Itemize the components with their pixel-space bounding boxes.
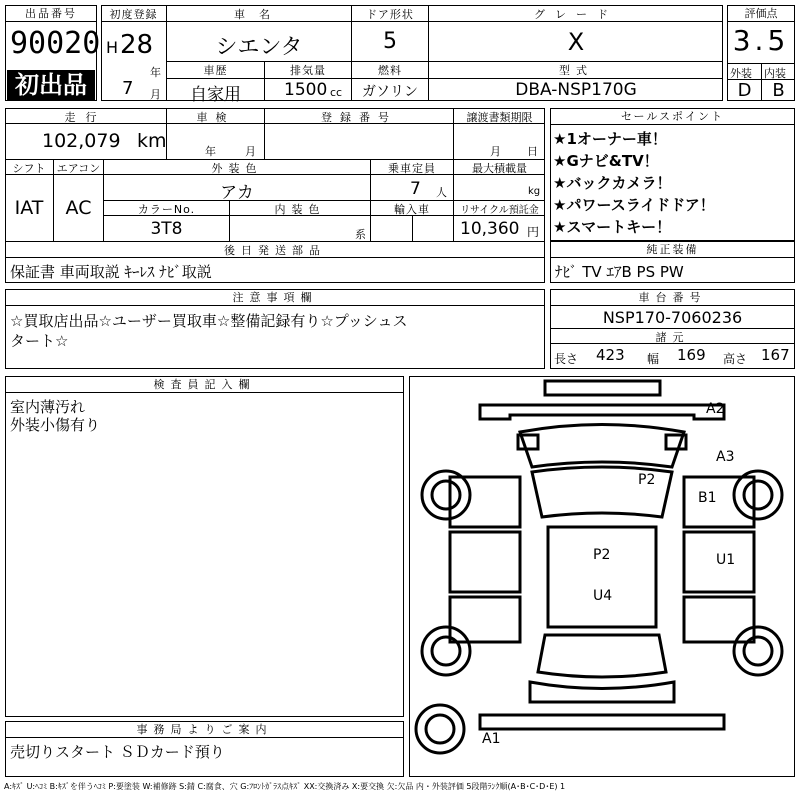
capacity-unit: 人 xyxy=(436,186,447,199)
score-box xyxy=(727,5,795,101)
chassis-value: NSP170-7060236 xyxy=(602,308,743,327)
chassis-box xyxy=(550,289,795,369)
capacity-value: 7 xyxy=(410,179,421,199)
ext-color-value: アカ xyxy=(220,183,254,203)
car-outline xyxy=(410,377,794,776)
legend-text: A:ｷｽﾞ U:ﾍｺﾐ B:ｷｽﾞを伴うﾍｺﾐ P:要塗装 W:補修跡 S:錆 C:腐食、穴 G:ﾌﾛﾝﾄｶﾞﾗｽ点ｷｽﾞ XX:交換済み X:要交換 欠:欠品 内・外装評価 5段階ﾗﾝｸ順(A･B･C･D･E) 1 xyxy=(4,782,566,791)
notes-line-1: ☆買取店出品☆ユーザー買取車☆整備記録有り☆プッシュス xyxy=(10,312,408,330)
door-value: 5 xyxy=(383,29,397,54)
office-label: 事務局よりご案内 xyxy=(6,722,403,738)
width-value: 169 xyxy=(677,346,706,364)
transfer-month-unit: 月 xyxy=(490,145,501,158)
max-load-label: 最大積載量 xyxy=(472,162,527,175)
sales-point-item: ★スマートキー！ xyxy=(553,218,672,236)
recycle-label: リサイクル預託金 xyxy=(460,205,539,216)
displacement-unit: cc xyxy=(330,86,343,99)
first-reg-year: 28 xyxy=(120,30,154,60)
car-name-value: シエンタ xyxy=(215,35,303,60)
first-reg-month-unit: 月 xyxy=(150,88,161,101)
lot-box xyxy=(5,5,101,101)
damage-diagram xyxy=(409,376,795,777)
height-label: 高さ xyxy=(723,352,748,366)
height-value: 167 xyxy=(761,346,790,364)
history-value: 自家用 xyxy=(190,85,241,105)
lot-number: 90020 xyxy=(10,26,101,61)
door-label: ドア形状 xyxy=(366,8,414,21)
first-reg-month: 7 xyxy=(122,78,134,99)
displacement-label: 排気量 xyxy=(290,64,326,77)
fuel-value: ガソリン xyxy=(362,84,418,100)
equipment-value: ﾅﾋﾞ TV ｴｱB PS PW xyxy=(555,263,684,281)
transfer-day-unit: 日 xyxy=(527,145,538,158)
office-box xyxy=(5,721,404,777)
damage-mark: A3 xyxy=(716,449,735,465)
inspector-box xyxy=(5,376,404,717)
exterior-label: 外装 xyxy=(730,67,752,80)
equipment-box xyxy=(550,241,795,283)
length-label: 長さ xyxy=(554,352,579,366)
grade-value: X xyxy=(567,28,585,56)
exterior-score: D xyxy=(737,80,752,101)
displacement-value: 1500 xyxy=(284,80,328,100)
score-label: 評価点 xyxy=(728,6,794,22)
sales-points-box xyxy=(550,108,795,241)
ext-color-label: 外装色 xyxy=(211,162,263,175)
sales-points-label: セールスポイント xyxy=(551,109,794,125)
damage-mark: A2 xyxy=(706,401,725,417)
shift-label: シフト xyxy=(12,162,46,175)
sales-point-item: ★1オーナー車！ xyxy=(553,130,667,148)
inspector-label: 検査員記入欄 xyxy=(6,377,403,393)
width-label: 幅 xyxy=(647,352,660,366)
inspection-label: 車検 xyxy=(196,111,235,124)
car-name-label: 車名 xyxy=(234,8,284,21)
inspector-line-1: 室内薄汚れ xyxy=(10,398,86,416)
transfer-label: 譲渡書類期限 xyxy=(466,111,533,124)
inspection-year-unit: 年 xyxy=(205,145,216,158)
sales-point-item: ★Gナビ&TV！ xyxy=(553,152,659,170)
sales-point-item: ★パワースライドドア！ xyxy=(553,196,715,214)
max-load-unit: kg xyxy=(528,186,541,197)
recycle-unit: 円 xyxy=(527,225,540,239)
equipment-label: 純正装備 xyxy=(551,242,794,258)
office-value: 売切りスタート ＳＤカード預り xyxy=(10,743,225,761)
damage-mark: B1 xyxy=(698,490,717,506)
import-label: 輸入車 xyxy=(394,203,430,216)
history-label: 車歴 xyxy=(203,64,228,77)
reg-no-label: 登録番号 xyxy=(321,111,397,124)
damage-mark: U4 xyxy=(593,588,613,604)
later-parts-value: 保証書 車両取説 ｷｰﾚｽ ﾅﾋﾞ取説 xyxy=(10,263,212,281)
shift-value: IAT xyxy=(14,197,44,219)
aircon-label: エアコン xyxy=(56,162,101,175)
mileage-value: 102,079 xyxy=(42,130,121,152)
chassis-label: 車台番号 xyxy=(551,290,794,306)
length-value: 423 xyxy=(596,346,625,364)
damage-mark: U1 xyxy=(716,552,736,568)
model-value: DBA-NSP170G xyxy=(515,80,637,100)
int-color-unit: 系 xyxy=(355,228,366,241)
inspector-line-2: 外装小傷有り xyxy=(10,416,101,434)
damage-mark: A1 xyxy=(482,731,501,747)
damage-mark: P2 xyxy=(638,472,656,488)
first-reg-era: H xyxy=(106,38,119,57)
inspection-month-unit: 月 xyxy=(245,145,256,158)
aircon-value: AC xyxy=(65,197,92,219)
lot-label: 出品番号 xyxy=(6,6,96,22)
interior-label: 内装 xyxy=(764,67,786,80)
color-no-label: カラーNo. xyxy=(137,203,196,216)
notes-line-2: タート☆ xyxy=(10,332,69,350)
model-label: 型式 xyxy=(559,64,593,77)
first-reg-year-unit: 年 xyxy=(150,66,161,79)
mileage-label: 走行 xyxy=(64,111,107,124)
notes-label: 注意事項欄 xyxy=(6,290,544,306)
first-listing-badge: 初出品 xyxy=(7,70,95,100)
color-no-value: 3T8 xyxy=(150,219,183,239)
grade-label: グレード xyxy=(534,8,618,21)
mileage-unit: km xyxy=(137,130,167,152)
int-color-label: 内装色 xyxy=(274,203,326,216)
damage-mark: P2 xyxy=(593,547,611,563)
later-parts-label: 後日発送部品 xyxy=(224,244,326,257)
specs-label: 諸元 xyxy=(655,331,690,344)
interior-score: B xyxy=(772,80,785,101)
recycle-value: 10,360 xyxy=(460,219,520,239)
fuel-label: 燃料 xyxy=(378,64,402,77)
capacity-label: 乗車定員 xyxy=(388,162,436,175)
score-value: 3.5 xyxy=(732,24,790,57)
first-reg-label: 初度登録 xyxy=(109,8,158,21)
notes-box xyxy=(5,289,545,369)
sales-point-item: ★バックカメラ！ xyxy=(553,174,672,192)
